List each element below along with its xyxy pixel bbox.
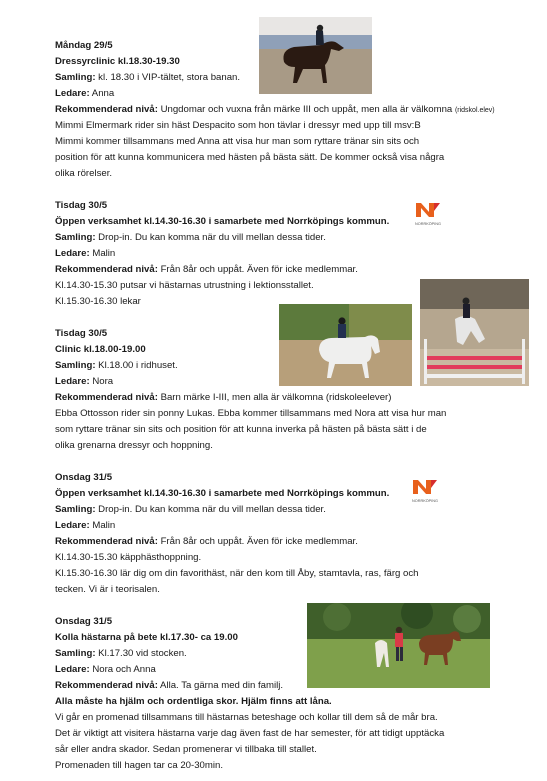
section-title: Dressyrclinic kl.18.30-19.30 [55,56,180,67]
niva-row: Rekommenderad nivå: Från 8år och uppåt. Även för icke medlemmar. [55,264,358,275]
samling-row: Samling: Kl.17.30 vid stocken. [55,648,187,659]
body-text: Mimmi kommer tillsammans med Anna att visa hur man som ryttare tränar sin sits och [55,136,420,147]
body-text: Promenaden till hagen tar ca 20-30min. [55,760,223,771]
section-title: Kolla hästarna på bete kl.17.30- ca 19.00 [55,632,238,643]
body-text: Vi går en promenad tillsammans till hästarnas beteshage och kollar till dem så de mår bra. [55,712,438,723]
ledare-row: Ledare: Nora och Anna [55,664,156,675]
body-text: Det är viktigt att visitera hästarna varje dag även fast de har semester, för att tidigt upptäcka [55,728,445,739]
pony-clinic-photo [279,304,412,386]
ledare-row: Ledare: Malin [55,248,116,259]
section-title: Öppen verksamhet kl.14.30-16.30 i samarbete med Norrköpings kommun. [55,216,390,227]
section-title: Öppen verksamhet kl.14.30-16.30 i samarbete med Norrköpings kommun. [55,488,390,499]
logo-caption: NORRKÖPING [415,222,441,226]
body-text: olika rörelser. [55,168,113,179]
body-text: Kl.15.30-16.30 lekar [55,296,141,307]
section-day: Onsdag 31/5 [55,616,113,627]
niva-row: Rekommenderad nivå: Ungdomar och vuxna från märke III och uppåt, men alla är välkomna (ridskol.elev) [55,104,495,115]
body-text: Ebba Ottosson rider sin ponny Lukas. Ebba kommer tillsammans med Nora att visa hur man [55,408,447,419]
norrkoping-logo [410,199,446,227]
section-day: Tisdag 30/5 [55,200,108,211]
section-day: Måndag 29/5 [55,40,113,51]
niva-row: Rekommenderad nivå: Alla. Ta gärna med din familj. [55,680,284,691]
body-text: som ryttare tränar sin sits och position för att kunna inverka på hästen på bästa sätt i de [55,424,427,435]
safety-note: Alla måste ha hjälm och ordentliga skor. Hjälm finns att låna. [55,696,332,707]
logo-caption: NORRKÖPING [412,499,438,503]
samling-row: Samling: Drop-in. Du kan komma när du vill mellan dessa tider. [55,232,326,243]
ledare-row: Ledare: Anna [55,88,115,99]
body-text: Mimmi Elmermark rider sin häst Despacito som hon tävlar i dressyr med upp till msv:B [55,120,421,131]
dressage-photo [259,17,372,94]
body-text: Kl.15.30-16.30 lär dig om din favorithäst, när den kom till Åby, stamtavla, ras, färg och [55,568,419,579]
body-text: tecken. Vi är i teorisalen. [55,584,160,595]
body-text: Kl.14.30-15.30 käpphästhoppning. [55,552,202,563]
samling-row: Samling: Kl.18.00 i ridhuset. [55,360,178,371]
jumping-photo [420,279,529,386]
body-text: Kl.14.30-15.30 putsar vi hästarnas utrustning i lektionsstallet. [55,280,314,291]
samling-row: Samling: Drop-in. Du kan komma när du vill mellan dessa tider. [55,504,326,515]
samling-row: Samling: kl. 18.30 i VIP-tältet, stora banan. [55,72,241,83]
niva-row: Rekommenderad nivå: Barn märke I-III, men alla är välkomna (ridskoleelever) [55,392,392,403]
pasture-photo [307,603,490,688]
niva-row: Rekommenderad nivå: Från 8år och uppåt. Även för icke medlemmar. [55,536,358,547]
body-text: position för att kunna kommunicera med hästen på bästa sätt. De kommer också visa några [55,152,445,163]
section-day: Tisdag 30/5 [55,328,108,339]
section-title: Clinic kl.18.00-19.00 [55,344,146,355]
ledare-row: Ledare: Malin [55,520,116,531]
norrkoping-logo-2 [407,476,443,504]
ledare-row: Ledare: Nora [55,376,114,387]
body-text: olika grenarna dressyr och hoppning. [55,440,213,451]
body-text: sår eller andra skador. Sedan promenerar vi tillbaka till stallet. [55,744,317,755]
section-day: Onsdag 31/5 [55,472,113,483]
